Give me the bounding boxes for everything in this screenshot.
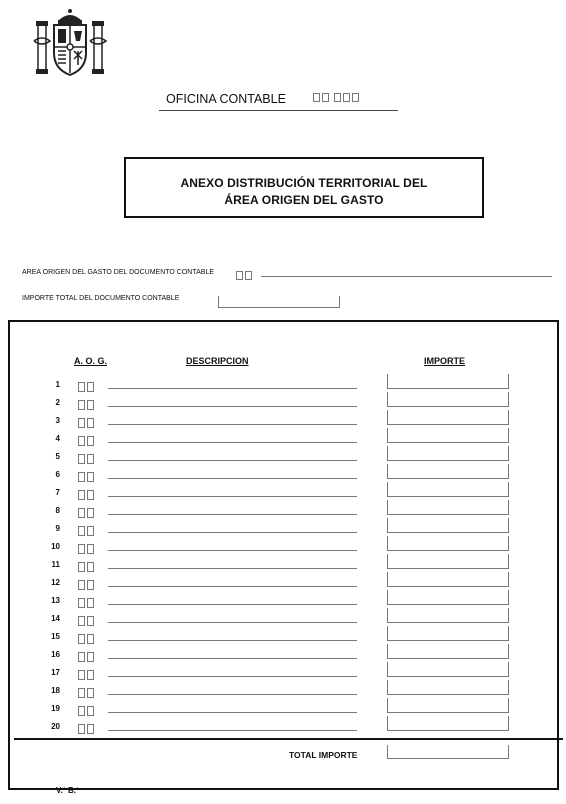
code-box[interactable] (87, 652, 94, 662)
importe-field[interactable] (387, 716, 509, 731)
descripcion-line[interactable] (108, 568, 357, 569)
importe-total-field[interactable] (218, 296, 340, 308)
code-box[interactable] (78, 670, 85, 680)
aog-code-boxes[interactable] (78, 577, 96, 595)
code-box[interactable] (78, 472, 85, 482)
code-box[interactable] (87, 418, 94, 428)
importe-field[interactable] (387, 482, 509, 497)
code-box[interactable] (87, 526, 94, 536)
code-box[interactable] (87, 580, 94, 590)
descripcion-line[interactable] (108, 442, 357, 443)
title-line-2: ÁREA ORIGEN DEL GASTO (224, 193, 384, 207)
code-box[interactable] (78, 544, 85, 554)
row-number: 19 (51, 704, 60, 713)
descripcion-line[interactable] (108, 424, 357, 425)
title-line-1: ANEXO DISTRIBUCIÓN TERRITORIAL DEL (180, 176, 428, 190)
oficina-contable-label: OFICINA CONTABLE (166, 92, 286, 106)
row-number: 1 (55, 380, 60, 389)
code-box[interactable] (78, 724, 85, 734)
importe-total-label: IMPORTE TOTAL DEL DOCUMENTO CONTABLE (22, 295, 180, 302)
importe-field[interactable] (387, 572, 509, 587)
aog-code-boxes[interactable] (78, 541, 96, 559)
code-box[interactable] (78, 706, 85, 716)
aog-code-boxes[interactable] (78, 595, 96, 613)
aog-code-boxes[interactable] (78, 415, 96, 433)
aog-code-boxes[interactable] (78, 559, 96, 577)
descripcion-line[interactable] (108, 478, 357, 479)
row-number: 13 (51, 596, 60, 605)
row-number: 8 (55, 506, 60, 515)
aog-code-boxes[interactable] (78, 667, 96, 685)
code-box[interactable] (322, 93, 329, 102)
aog-code-boxes[interactable] (78, 487, 96, 505)
importe-field[interactable] (387, 374, 509, 389)
oficina-contable-code-boxes[interactable] (313, 89, 361, 107)
row-number: 7 (55, 488, 60, 497)
visto-bueno-label: V.º B.º (56, 786, 79, 795)
header-aog: A. O. G. (74, 356, 108, 366)
descripcion-line[interactable] (108, 712, 357, 713)
code-box[interactable] (78, 490, 85, 500)
row-number: 20 (51, 722, 60, 731)
code-box[interactable] (87, 436, 94, 446)
header-importe: IMPORTE (424, 356, 466, 366)
row-number: 2 (55, 398, 60, 407)
code-box[interactable] (78, 634, 85, 644)
code-box[interactable] (87, 400, 94, 410)
area-origen-label: AREA ORIGEN DEL GASTO DEL DOCUMENTO CONTABLE (22, 269, 215, 276)
code-box[interactable] (87, 454, 94, 464)
code-box[interactable] (87, 598, 94, 608)
aog-code-boxes[interactable] (78, 397, 96, 415)
row-number: 15 (51, 632, 60, 641)
code-box[interactable] (78, 526, 85, 536)
row-number: 17 (51, 668, 60, 677)
aog-code-boxes[interactable] (78, 721, 96, 739)
aog-code-boxes[interactable] (78, 703, 96, 721)
code-box[interactable] (352, 93, 359, 102)
area-origen-line[interactable] (261, 276, 552, 277)
code-box[interactable] (87, 634, 94, 644)
importe-field[interactable] (387, 410, 509, 425)
descripcion-line[interactable] (108, 550, 357, 551)
importe-field[interactable] (387, 554, 509, 569)
code-box[interactable] (87, 544, 94, 554)
importe-field[interactable] (387, 464, 509, 479)
document-title-box (124, 157, 484, 218)
code-box[interactable] (78, 418, 85, 428)
code-box[interactable] (236, 271, 243, 280)
aog-code-boxes[interactable] (78, 631, 96, 649)
aog-code-boxes[interactable] (78, 685, 96, 703)
descripcion-line[interactable] (108, 586, 357, 587)
descripcion-line[interactable] (108, 388, 357, 389)
code-box[interactable] (87, 472, 94, 482)
importe-field[interactable] (387, 644, 509, 659)
oficina-contable-underline (159, 110, 398, 111)
code-box[interactable] (78, 382, 85, 392)
total-importe-label: TOTAL IMPORTE (289, 750, 358, 760)
aog-code-boxes[interactable] (78, 505, 96, 523)
code-box[interactable] (343, 93, 350, 102)
table-bottom-rule (14, 738, 563, 740)
aog-code-boxes[interactable] (78, 523, 96, 541)
importe-field[interactable] (387, 536, 509, 551)
importe-field[interactable] (387, 698, 509, 713)
descripcion-line[interactable] (108, 694, 357, 695)
code-box[interactable] (87, 616, 94, 626)
importe-field[interactable] (387, 500, 509, 515)
descripcion-line[interactable] (108, 676, 357, 677)
header-descripcion: DESCRIPCION (186, 356, 249, 366)
row-number: 3 (55, 416, 60, 425)
code-box[interactable] (78, 688, 85, 698)
row-number: 5 (55, 452, 60, 461)
aog-code-boxes[interactable] (78, 451, 96, 469)
row-number: 11 (51, 560, 60, 569)
code-box[interactable] (78, 616, 85, 626)
code-box[interactable] (78, 454, 85, 464)
importe-field[interactable] (387, 446, 509, 461)
total-importe-field[interactable] (387, 745, 509, 759)
descripcion-line[interactable] (108, 460, 357, 461)
aog-code-boxes[interactable] (78, 433, 96, 451)
row-number: 4 (55, 434, 60, 443)
area-origen-code-boxes[interactable] (236, 267, 254, 285)
aog-code-boxes[interactable] (78, 379, 96, 397)
importe-field[interactable] (387, 608, 509, 623)
aog-code-boxes[interactable] (78, 613, 96, 631)
code-box[interactable] (87, 490, 94, 500)
code-box[interactable] (78, 580, 85, 590)
code-box[interactable] (87, 724, 94, 734)
code-box[interactable] (245, 271, 252, 280)
importe-field[interactable] (387, 518, 509, 533)
descripcion-line[interactable] (108, 730, 357, 731)
descripcion-line[interactable] (108, 406, 357, 407)
importe-field[interactable] (387, 680, 509, 695)
aog-code-boxes[interactable] (78, 469, 96, 487)
code-box[interactable] (313, 93, 320, 102)
code-box[interactable] (87, 706, 94, 716)
descripcion-line[interactable] (108, 514, 357, 515)
row-number: 9 (55, 524, 60, 533)
code-box[interactable] (87, 508, 94, 518)
descripcion-line[interactable] (108, 640, 357, 641)
code-box[interactable] (87, 562, 94, 572)
row-number: 14 (51, 614, 60, 623)
descripcion-line[interactable] (108, 496, 357, 497)
descripcion-line[interactable] (108, 622, 357, 623)
row-number: 18 (51, 686, 60, 695)
aog-code-boxes[interactable] (78, 649, 96, 667)
code-box[interactable] (78, 508, 85, 518)
row-number: 12 (51, 578, 60, 587)
importe-field[interactable] (387, 392, 509, 407)
importe-field[interactable] (387, 590, 509, 605)
importe-field[interactable] (387, 428, 509, 443)
descripcion-line[interactable] (108, 658, 357, 659)
code-box[interactable] (78, 436, 85, 446)
code-box[interactable] (78, 652, 85, 662)
row-number: 6 (55, 470, 60, 479)
row-number: 10 (51, 542, 60, 551)
importe-field[interactable] (387, 662, 509, 677)
code-box[interactable] (78, 598, 85, 608)
row-number: 16 (51, 650, 60, 659)
code-box[interactable] (334, 93, 341, 102)
code-box[interactable] (87, 670, 94, 680)
descripcion-line[interactable] (108, 604, 357, 605)
code-box[interactable] (78, 562, 85, 572)
importe-field[interactable] (387, 626, 509, 641)
descripcion-line[interactable] (108, 532, 357, 533)
code-box[interactable] (78, 400, 85, 410)
coat-of-arms-icon (30, 7, 110, 79)
code-box[interactable] (87, 688, 94, 698)
code-box[interactable] (87, 382, 94, 392)
